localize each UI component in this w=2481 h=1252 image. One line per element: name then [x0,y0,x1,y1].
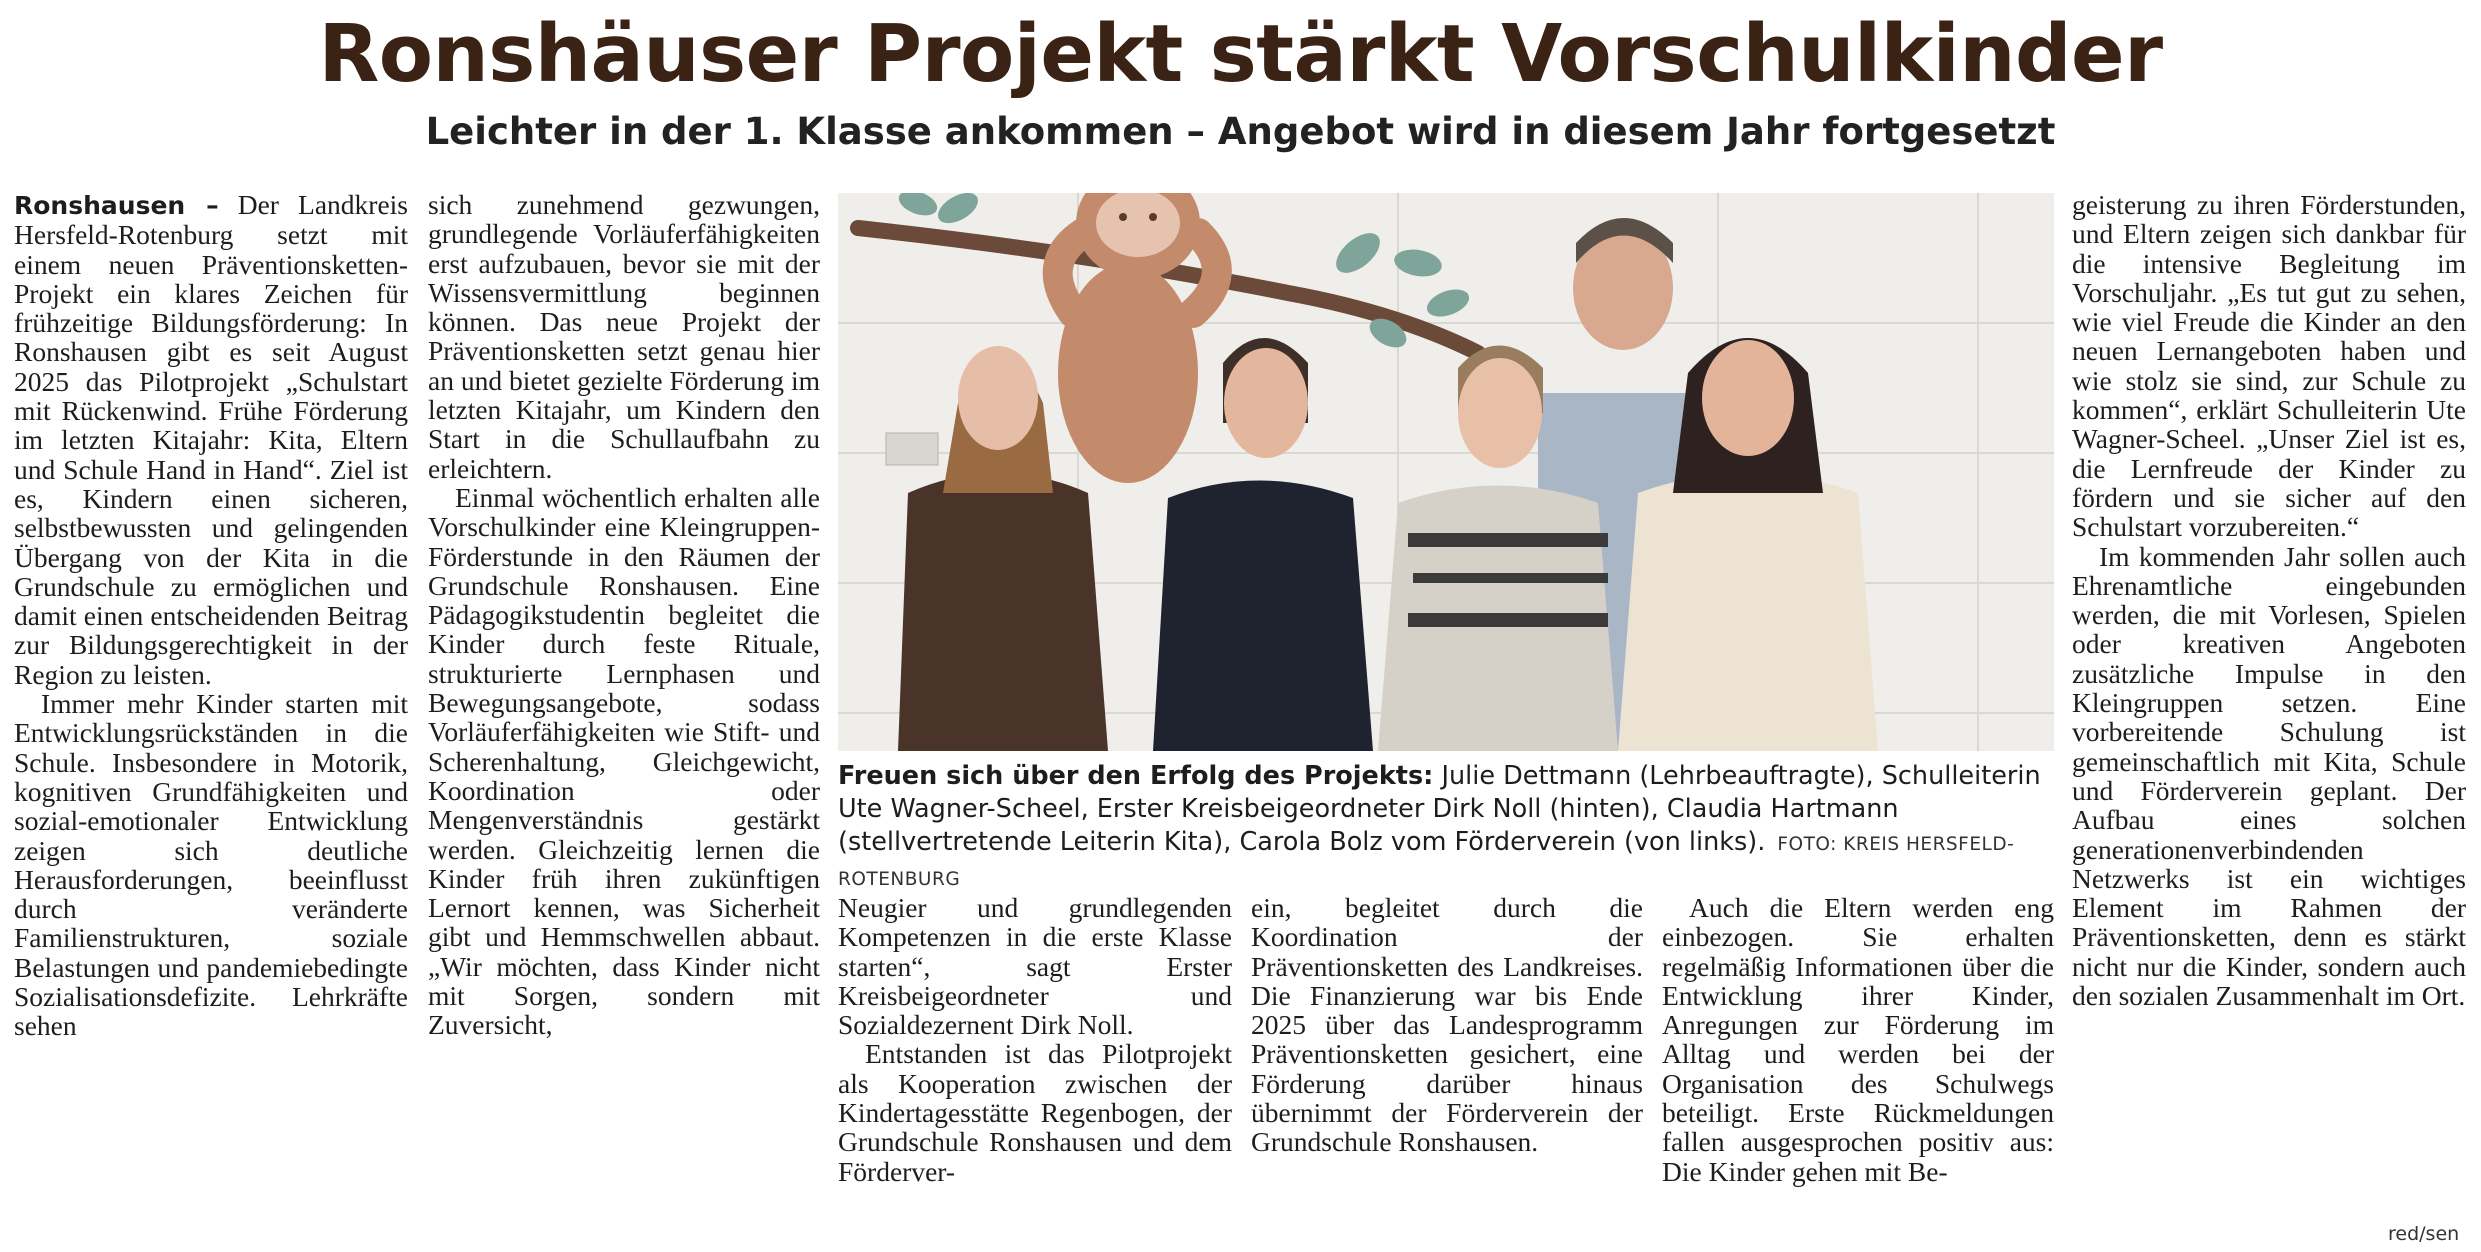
article-paragraph: Einmal wöchentlich erhalten alle Vorschulkinder eine Kleingruppen-Förderstunde in den Räumen der Grundschule Ronshausen. Eine Pädagogikstudentin begleitet die Kinder durch feste Rituale, strukturierte Lernphasen und Bewegungsangebote, sodass Vorläuferfähigkeiten wie Stift- und Scherenhaltung, Gleichgewicht, Koordination oder Mengenverständnis gestärkt werden. Gleichzeitig lernen die Kinder früh ihren zukünftigen Lernort kennen, was Sicherheit gibt und Hemmschwellen abbaut. „Wir möchten, dass Kinder nicht mit Sorgen, sondern mit Zuversicht, [428,481,820,1041]
caption-lead: Freuen sich über den Erfolg des Projekts: [838,761,1434,791]
author-signature: red/sen [2388,1223,2460,1245]
lead-text: Der Landkreis Hersfeld-Rotenburg setzt mit einem neuen Präventionsketten-Projekt ein klares Zeichen für frühzeitige Bildungsförderung: In Ronshausen gibt es seit August 2025 das Pilotprojekt „Schulstart mit Rückenwind. Frühe Förderung im letzten Kitajahr: Kita, Eltern und Schule Hand in Hand“. Ziel ist es, Kindern einen sicheren, selbstbewussten und gelingenden Übergang von der Kita in die Grundschule zu ermöglichen und damit einen entscheidenden Beitrag zur Bildungsgerechtigkeit in der Region zu leisten. [14,190,408,690]
article-paragraph: Entstanden ist das Pilotprojekt als Kooperation zwischen der Kindertagesstätte Regenbogen, der Grundschule Ronshausen und dem Förderver- [838,1038,1232,1187]
article-column-3 [838,893,1232,1238]
dateline: Ronshausen – [14,191,219,220]
headline: Ronshäuser Projekt stärkt Vorschulkinder [318,8,2163,100]
article-column-4 [1251,893,1643,1238]
article-paragraph: Im kommenden Jahr sollen auch Ehrenamtliche eingebunden werden, die mit Vorlesen, Spielen oder kreativen Angeboten zusätzliche Impulse in den Kleingruppen setzen. Eine vorbereitende Schulung ist gemeinschaftlich mit Kita, Schule und Förderverein geplant. Der Aufbau eines solchen generationenverbindenden Netzwerks ist ein wichtiges Element im Rahmen der Präventionsketten, denn es stärkt nicht nur die Kinder, sondern auch den sozialen Zusammenhalt im Ort. [2072,540,2466,1012]
article-column-1 [14,190,408,1235]
article-column-6 [2072,190,2466,1222]
article-paragraph: Immer mehr Kinder starten mit Entwicklungsrückständen in die Schule. Insbesondere in Motorik, kognitiven Grundfähigkeiten und sozial-emotionaler Entwicklung zeigen sich deutliche Herausforderungen, beeinflusst durch veränderte Familienstrukturen, soziale Belastungen und pandemiebedingte Sozialisationsdefizite. Lehrkräfte sehen [14,688,408,1042]
subheadline: Leichter in der 1. Klasse ankommen – Angebot wird in diesem Jahr fortgesetzt [425,110,2056,153]
article-column-2 [428,190,820,1235]
caption-text: Julie Dettmann (Lehrbeauftragte), Schulleiterin Ute Wagner-Scheel, Erster Kreisbeigeordneter Dirk Noll (hinten), Claudia Hartmann (stellvertretende Leiterin Kita), Carola Bolz vom Förderverein (von links). [838,761,2041,857]
photo-caption [838,760,2056,896]
article-paragraph: ein, begleitet durch die Koordination der Präventionsketten des Landkreises. Die Finanzierung war bis Ende 2025 über das Landesprogramm Präventionsketten gesichert, eine Förderung darüber hinaus übernimmt der Förderverein der Grundschule Ronshausen. [1251,893,1643,1158]
article-paragraph: geisterung zu ihren Förderstunden, und Eltern zeigen sich dankbar für die intensive Begleitung im Vorschuljahr. „Es tut gut zu sehen, wie viel Freude die Kinder an den neuen Lernangeboten haben und wie stolz sie sind, zur Schule zu kommen“, erklärt Schulleiterin Ute Wagner-Scheel. „Unser Ziel ist es, die Lernfreude der Kinder zu fördern und sie sicher auf den Schulstart vorzubereiten.“ [2072,190,2466,543]
article-paragraph: sich zunehmend gezwungen, grundlegende Vorläuferfähigkeiten erst aufzubauen, bevor sie mit der Wissensvermittlung beginnen können. Das neue Projekt der Präventionsketten setzt genau hier an und bietet gezielte Förderung im letzten Kitajahr, um Kindern den Start in die Schullaufbahn zu erleichtern. [428,190,820,484]
article-column-5 [1662,893,2054,1238]
article-paragraph: Neugier und grundlegenden Kompetenzen in die erste Klasse starten“, sagt Erster Kreisbeigeordneter und Sozialdezernent Dirk Noll. [838,893,1232,1041]
photo-credit: FOTO: KREIS HERSFELD-ROTENBURG [838,834,2015,890]
article-photo [838,193,2054,751]
lead-paragraph [14,190,408,689]
article-paragraph: Auch die Eltern werden eng einbezogen. Sie erhalten regelmäßig Informationen über die Entwicklung ihrer Kinder, Anregungen zur Förderung im Alltag und werden bei der Organisation des Schulwegs beteiligt. Erste Rückmeldungen fallen ausgesprochen positiv aus: Die Kinder gehen mit Be- [1662,893,2054,1187]
